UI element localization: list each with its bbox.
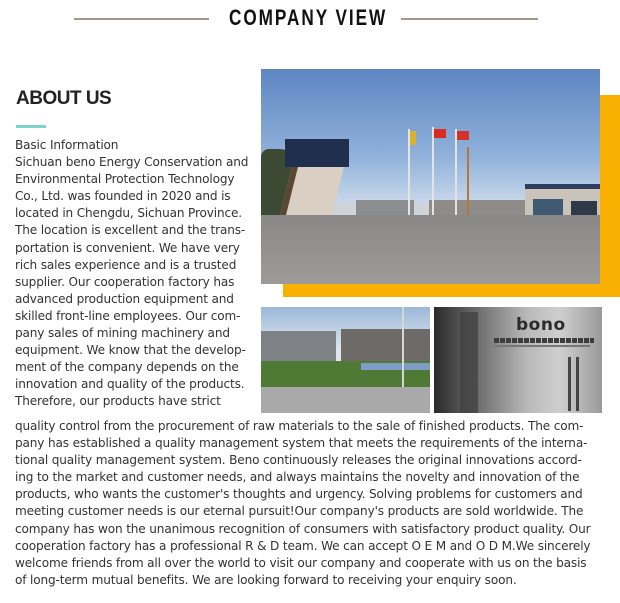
text-line: portation is convenient. We have very <box>15 240 240 255</box>
text-line: company has won the unanimous recognition of consumers with satisfactory product quality. Our <box>15 521 591 536</box>
text-line: pany sales of mining machinery and <box>15 326 230 341</box>
company-name-subline <box>494 345 590 347</box>
road <box>261 387 430 413</box>
text-line: tional quality management system. Beno continuously releases the original innovations accord- <box>15 453 582 468</box>
driveway <box>261 215 600 284</box>
text-line: Co., Ltd. was founded in 2020 and is <box>15 189 231 204</box>
text-line: ing to the market and customer needs, and always maintains the novelty and innovation of the <box>15 470 580 485</box>
factory-building <box>261 331 336 361</box>
gate-pillar-top <box>285 139 349 167</box>
section-title: COMPANY VIEW <box>229 5 388 30</box>
text-line: products, who wants the customer's thoughts and urgency. Solving problems for customers and <box>15 487 583 502</box>
text-line: skilled front-line employees. Our com- <box>15 308 241 323</box>
text-line: meeting customer needs is our eternal pursuit!Our company's products are sold worldwide. The <box>15 504 584 519</box>
text-line: Sichuan beno Energy Conservation and <box>15 155 249 170</box>
text-line: welcome friends from all over the world to visit our company and cooperate with us on the basis <box>15 555 587 570</box>
text-line: cooperation factory has a professional R & D team. We can accept O E M and O D M.We sincerely <box>15 538 591 553</box>
pool <box>361 363 430 370</box>
chinese-company-name <box>494 338 594 343</box>
brand-logo: bono <box>516 315 566 335</box>
flagpole <box>455 129 457 221</box>
about-us-heading: ABOUT US <box>16 88 112 109</box>
flag-china <box>434 129 446 138</box>
door-frame <box>460 312 478 413</box>
text-line: quality control from the procurement of raw materials to the sale of finished products. The com- <box>15 419 584 433</box>
door-handle <box>568 357 571 411</box>
about-text-top <box>15 137 260 411</box>
about-text-bottom <box>15 418 609 589</box>
text-line: advanced production equipment and <box>15 291 234 306</box>
text-line: located in Chengdu, Sichuan Province. <box>15 206 243 221</box>
factory-building <box>341 329 430 361</box>
text-line: ment of the company depends on the <box>15 360 239 375</box>
text-line: equipment. We know that the develop- <box>15 343 246 358</box>
heading-accent-bar <box>16 125 46 128</box>
flag-company <box>457 131 469 140</box>
text-line: of long-term mutual benefits. We are looking forward to receiving your enquiry soon. <box>15 572 517 587</box>
text-line: Basic Information <box>15 138 119 152</box>
text-line: pany has established a quality management system that meets the requirements of the interna- <box>15 436 588 451</box>
flag-yellow <box>410 131 416 145</box>
company-gate-photo <box>261 69 600 284</box>
text-line: The location is excellent and the trans- <box>15 223 246 238</box>
factory-lawn-photo <box>261 307 430 413</box>
text-line: supplier. Our cooperation factory has <box>15 274 235 289</box>
text-line: rich sales experience and is a trusted <box>15 257 237 272</box>
text-line: innovation and quality of the products. <box>15 377 245 392</box>
text-line: Environmental Protection Technology <box>15 172 235 187</box>
text-line: Therefore, our products have strict <box>15 394 221 409</box>
pole <box>467 147 469 221</box>
flagpole <box>432 127 434 221</box>
office-door-photo <box>434 307 602 413</box>
door-handle <box>576 357 579 411</box>
header-divider-right <box>401 18 538 20</box>
light-pole <box>402 307 404 387</box>
header-divider-left <box>74 18 209 20</box>
